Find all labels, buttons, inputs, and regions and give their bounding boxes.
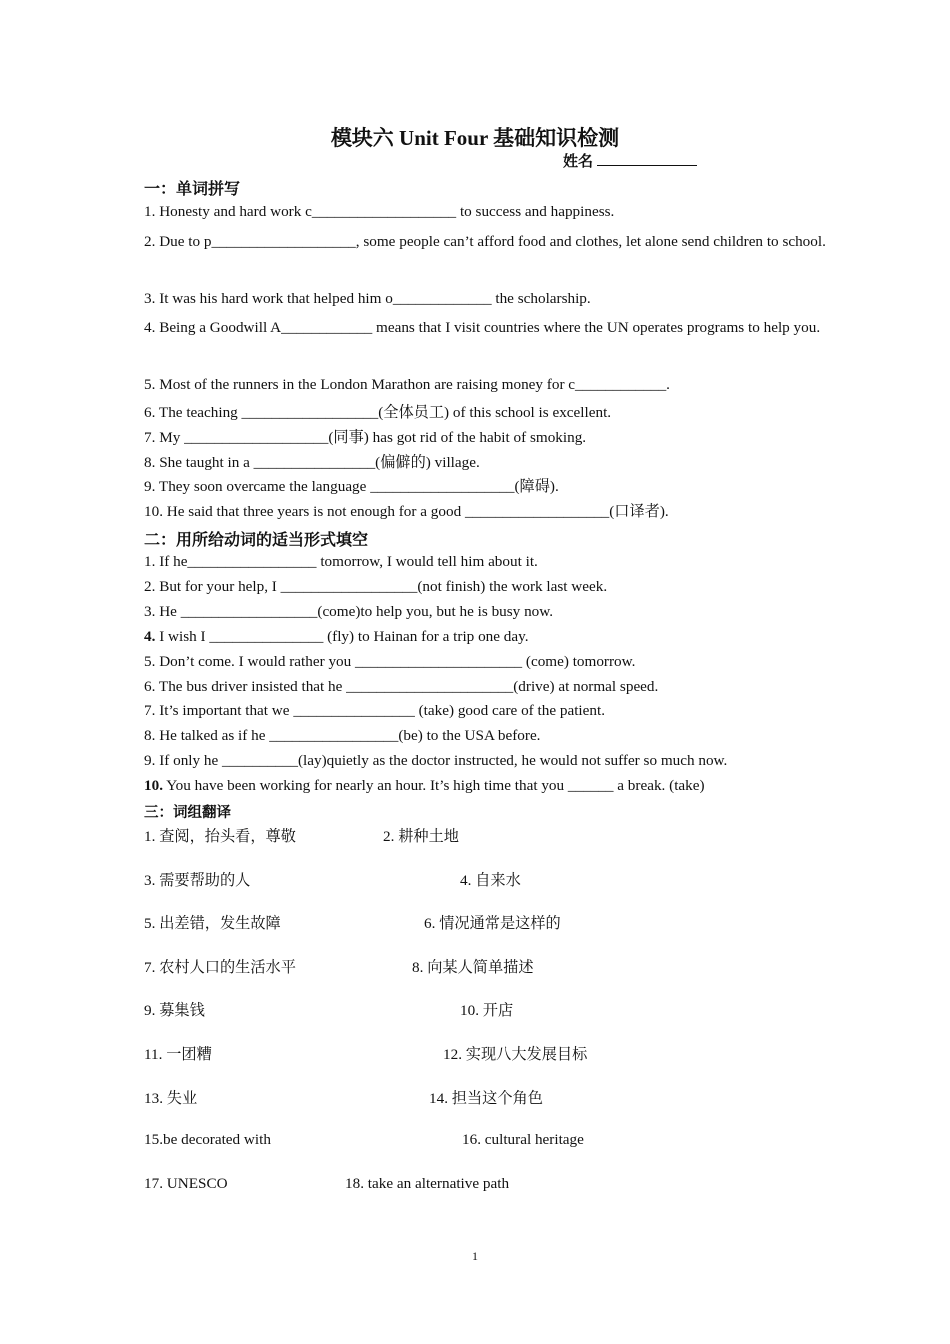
s3-item-16: 16. cultural heritage	[462, 1131, 584, 1148]
s2-item-8: 8. He talked as if he _________________(be) to the USA before.	[144, 727, 541, 744]
s3-item-10: 10. 开店	[460, 1002, 514, 1019]
s2-item-10	[144, 772, 806, 800]
s2-item-4-text: I wish I _______________ (fly) to Hainan for a trip one day.	[159, 628, 529, 645]
s3-item-8: 8. 向某人简单描述	[412, 959, 534, 976]
name-label: 姓名	[563, 152, 594, 170]
s2-item-10-num: 10.	[144, 777, 163, 794]
s3-item-7: 7. 农村人口的生活水平	[144, 959, 296, 976]
page-title: 模块六 Unit Four 基础知识检测	[330, 126, 620, 150]
s1-item-3: 3. It was his hard work that helped him o_____________ the scholarship.	[144, 290, 591, 307]
page-number: 1	[472, 1249, 478, 1263]
section1-heading: 一：单词拼写	[144, 179, 241, 198]
s1-item-6: 6. The teaching __________________(全体员工) of this school is excellent.	[144, 404, 612, 421]
s3-item-4: 4. 自来水	[460, 872, 521, 889]
s1-item-10: 10. He said that three years is not enough for a good ___________________(口译者).	[144, 503, 669, 520]
s1-item-5: 5. Most of the runners in the London Marathon are raising money for c____________.	[144, 376, 670, 393]
s1-item-8: 8. She taught in a ________________(偏僻的) village.	[144, 454, 480, 471]
section3-heading: 三：词组翻译	[144, 805, 231, 821]
s2-item-3: 3. He __________________(come)to help you, but he is busy now.	[144, 603, 554, 620]
s3-item-3: 3. 需要帮助的人	[144, 872, 251, 889]
s1-item-7: 7. My ___________________(同事) has got rid of the habit of smoking.	[144, 429, 587, 446]
s2-item-10-text: You have been working for nearly an hour. It’s high time that you ______ a break. (take)	[166, 777, 705, 794]
s3-item-15: 15.be decorated with	[144, 1131, 271, 1148]
s3-item-6: 6. 情况通常是这样的	[424, 915, 561, 932]
s3-item-9: 9. 募集钱	[144, 1002, 205, 1019]
s3-item-13: 13. 失业	[144, 1090, 198, 1107]
s3-item-2: 2. 耕种土地	[383, 828, 459, 845]
s3-item-18: 18. take an alternative path	[345, 1175, 510, 1192]
section2-heading: 二：用所给动词的适当形式填空	[144, 530, 369, 549]
s2-item-2: 2. But for your help, I __________________(not finish) the work last week.	[144, 578, 608, 595]
s2-item-7: 7. It’s important that we ________________ (take) good care of the patient.	[144, 702, 605, 719]
s1-item-9: 9. They soon overcame the language ___________________(障碍).	[144, 478, 559, 495]
s3-item-11: 11. 一团糟	[144, 1046, 212, 1063]
s2-item-9: 9. If only he __________(lay)quietly as the doctor instructed, he would not suffer so much now.	[144, 752, 728, 769]
s1-item-1: 1. Honesty and hard work c___________________ to success and happiness.	[144, 203, 615, 220]
s3-item-17: 17. UNESCO	[144, 1175, 228, 1192]
name-field[interactable]	[563, 150, 697, 171]
s2-item-6: 6. The bus driver insisted that he ______________________(drive) at normal speed.	[144, 678, 659, 695]
s3-item-12: 12. 实现八大发展目标	[443, 1046, 588, 1063]
s1-item-4: 4. Being a Goodwill A____________ means that I visit countries where the UN operates programs to help you.	[144, 319, 821, 336]
s3-item-1: 1. 查阅，抬头看，尊敬	[144, 828, 296, 845]
s1-item-2: 2. Due to p___________________, some people can’t afford food and clothes, let alone send children to school.	[144, 233, 826, 250]
s2-item-4-num: 4.	[144, 628, 156, 645]
s2-item-4	[144, 623, 806, 651]
s2-item-5: 5. Don’t come. I would rather you ______________________ (come) tomorrow.	[144, 653, 636, 670]
s3-item-5: 5. 出差错，发生故障	[144, 915, 281, 932]
s2-item-1: 1. If he_________________ tomorrow, I would tell him about it.	[144, 553, 538, 570]
s3-item-14: 14. 担当这个角色	[429, 1090, 543, 1107]
name-blank[interactable]	[597, 151, 697, 166]
